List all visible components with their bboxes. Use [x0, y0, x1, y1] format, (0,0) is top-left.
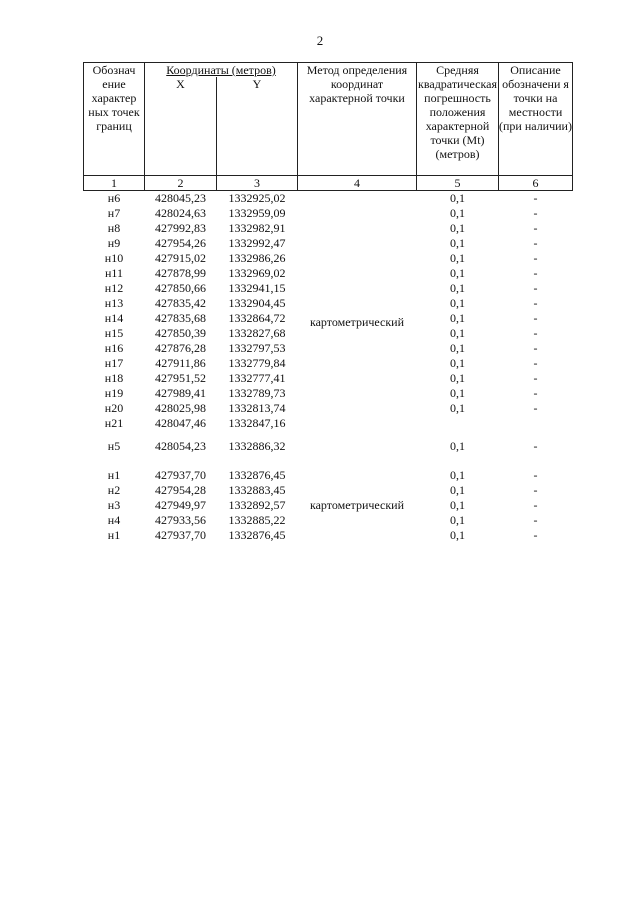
point-x: 427933,56 [155, 512, 206, 527]
point-description: - [533, 438, 538, 453]
point-id: н14 [104, 310, 124, 325]
header-description: Описание обозначени я точки на местности (при наличии) [499, 63, 573, 176]
point-y: 1332864,72 [228, 310, 286, 325]
column-number: 6 [499, 175, 573, 190]
header-error: Средняя квадратическая погрешность положения характерной точки (Mt) (метров) [417, 63, 499, 176]
point-description: - [533, 467, 538, 482]
point-y: 1332876,45 [228, 527, 286, 542]
point-y: 1332982,91 [228, 220, 286, 235]
header-coordinates-label: Координаты (метров) [166, 63, 276, 77]
point-description: - [533, 295, 538, 310]
column-number: 1 [84, 175, 145, 190]
point-x: 428054,23 [155, 438, 206, 453]
column-number: 3 [217, 175, 298, 190]
point-description: - [533, 205, 538, 220]
point-y: 1332892,57 [228, 497, 286, 512]
point-y: 1332883,45 [228, 482, 286, 497]
point-error: 0,1 [450, 512, 465, 527]
point-description: - [533, 370, 538, 385]
point-x: 427915,02 [155, 250, 206, 265]
point-description: - [533, 497, 538, 512]
table-header [84, 63, 573, 191]
point-y: 1332969,02 [228, 265, 286, 280]
point-id: н6 [107, 190, 121, 205]
point-id: н5 [107, 438, 121, 453]
point-description: - [533, 355, 538, 370]
point-error: 0,1 [450, 220, 465, 235]
point-id: н15 [104, 325, 124, 340]
column-number: 2 [145, 175, 217, 190]
point-y: 1332885,22 [228, 512, 286, 527]
point-x: 427835,42 [155, 295, 206, 310]
point-description: - [533, 512, 538, 527]
point-error: 0,1 [450, 527, 465, 542]
point-error: 0,1 [450, 325, 465, 340]
point-x: 427992,83 [155, 220, 206, 235]
table-row [84, 468, 573, 483]
point-y: 1332847,16 [228, 415, 286, 430]
point-id: н12 [104, 280, 124, 295]
point-id: н11 [105, 265, 123, 280]
point-x: 427951,52 [155, 370, 206, 385]
point-error: 0,1 [450, 250, 465, 265]
point-y: 1332925,02 [228, 190, 286, 205]
point-y: 1332992,47 [228, 235, 286, 250]
point-error: 0,1 [450, 385, 465, 400]
point-x: 427937,70 [155, 467, 206, 482]
point-x: 428025,98 [155, 400, 206, 415]
point-error: 0,1 [450, 310, 465, 325]
point-x: 427911,86 [155, 355, 206, 370]
spacer-row [84, 453, 573, 468]
header-x: X [145, 77, 217, 175]
point-id: н17 [104, 355, 124, 370]
method-group-1: картометрический [309, 314, 405, 329]
point-error: 0,1 [450, 340, 465, 355]
table-row [84, 190, 573, 206]
point-x: 427850,39 [155, 325, 206, 340]
point-x: 427876,28 [155, 340, 206, 355]
point-x: 428047,46 [155, 415, 206, 430]
group-2 [84, 468, 573, 543]
point-description: - [533, 527, 538, 542]
point-error: 0,1 [450, 355, 465, 370]
header-coordinates [145, 63, 298, 78]
point-description: - [533, 385, 538, 400]
point-description: - [533, 235, 538, 250]
point-y: 1332941,15 [228, 280, 286, 295]
point-description: - [533, 250, 538, 265]
point-y: 1332779,84 [228, 355, 286, 370]
point-error: 0,1 [450, 190, 465, 205]
point-error: 0,1 [450, 438, 465, 453]
column-number: 5 [417, 175, 499, 190]
point-x: 428024,63 [155, 205, 206, 220]
point-x: 427949,97 [155, 497, 206, 512]
coordinates-table [83, 62, 573, 543]
point-x: 427878,99 [155, 265, 206, 280]
point-id: н1 [107, 467, 121, 482]
point-id: н13 [104, 295, 124, 310]
point-error: 0,1 [450, 280, 465, 295]
point-id: н2 [107, 482, 121, 497]
group-1 [84, 190, 573, 468]
point-y: 1332876,45 [228, 467, 286, 482]
point-id: н4 [107, 512, 121, 527]
point-id: н16 [104, 340, 124, 355]
point-id: н7 [107, 205, 121, 220]
point-x: 427989,41 [155, 385, 206, 400]
point-id: н1 [107, 527, 121, 542]
point-id: н19 [104, 385, 124, 400]
column-numbers-row [84, 175, 573, 190]
point-y: 1332777,41 [228, 370, 286, 385]
point-description: - [533, 325, 538, 340]
point-x: 428045,23 [155, 190, 206, 205]
method-group-2: картометрический [309, 498, 405, 512]
column-number: 4 [298, 175, 417, 190]
point-id: н20 [104, 400, 124, 415]
point-y: 1332827,68 [228, 325, 286, 340]
point-error: 0,1 [450, 482, 465, 497]
point-description: - [533, 310, 538, 325]
point-error: 0,1 [450, 205, 465, 220]
point-error: 0,1 [450, 467, 465, 482]
point-y: 1332797,53 [228, 340, 286, 355]
point-x: 427937,70 [155, 527, 206, 542]
point-x: 427835,68 [155, 310, 206, 325]
point-error: 0,1 [450, 400, 465, 415]
header-method: Метод определения координат характерной точки [298, 63, 417, 176]
point-description: - [533, 400, 538, 415]
point-x: 427954,26 [155, 235, 206, 250]
point-error: 0,1 [450, 370, 465, 385]
point-description: - [533, 190, 538, 205]
point-description: - [533, 482, 538, 497]
point-description [499, 416, 573, 431]
point-y: 1332789,73 [228, 385, 286, 400]
point-y: 1332986,26 [228, 250, 286, 265]
page-number: 2 [316, 33, 324, 48]
point-description: - [533, 340, 538, 355]
point-id: н18 [104, 370, 124, 385]
header-point-id: Обознач ение характер ных точек границ [84, 63, 145, 176]
point-description: - [533, 220, 538, 235]
point-x: 427954,28 [155, 482, 206, 497]
point-error: 0,1 [450, 265, 465, 280]
point-id: н3 [107, 497, 121, 512]
point-y: 1332959,09 [228, 205, 286, 220]
point-y: 1332904,45 [228, 295, 286, 310]
point-id: н10 [104, 250, 124, 265]
point-error [417, 416, 499, 431]
point-error: 0,1 [450, 235, 465, 250]
point-y: 1332886,32 [228, 438, 286, 453]
point-y: 1332813,74 [228, 400, 286, 415]
point-description: - [533, 265, 538, 280]
point-error: 0,1 [450, 497, 465, 512]
point-description: - [533, 280, 538, 295]
point-error: 0,1 [450, 295, 465, 310]
point-id: н9 [107, 235, 121, 250]
header-y: Y [217, 77, 298, 175]
point-id: н21 [104, 415, 124, 430]
point-id: н8 [107, 220, 121, 235]
point-x: 427850,66 [155, 280, 206, 295]
